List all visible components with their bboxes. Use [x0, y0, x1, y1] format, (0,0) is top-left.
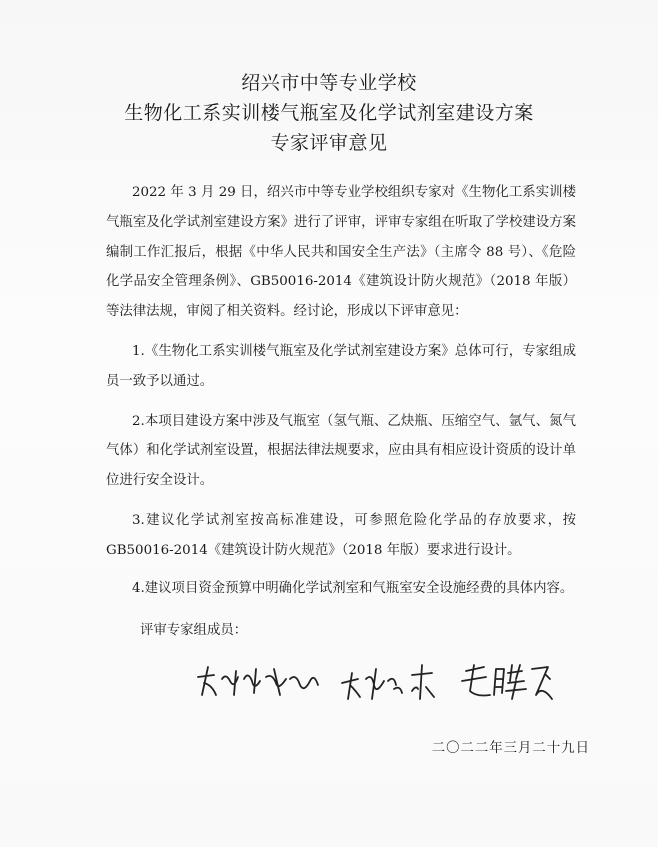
paragraph-opinion-1: 1.《生物化工系实训楼气瓶室及化学试剂室建设方案》总体可行，专家组成员一致予以通过。 — [106, 343, 576, 389]
title-opinion: 专家评审意见 — [270, 132, 388, 154]
members-label: 评审专家组成员： — [140, 623, 248, 638]
document-date: 二〇二二年三月二十九日 — [431, 741, 590, 756]
document-title — [0, 68, 658, 158]
paragraph-opinion-4: 4.建议项目资金预算中明确化学试剂室和气瓶室安全设施经费的具体内容。 — [132, 580, 574, 596]
title-project: 生物化工系实训楼气瓶室及化学试剂室建设方案 — [124, 102, 534, 124]
document-body — [106, 178, 576, 603]
paragraph-intro: 2022 年 3 月 29 日，绍兴市中等专业学校组织专家对《生物化工系实训楼气瓶室及化学试剂室建设方案》进行了评审，评审专家组在听取了学校建设方案编制工作汇报后，根据《中华人民共和国安全生产法》（主席令 88 号）、《危险化学品安全管理条例》、GB50016-2014《建筑设计防火规范》（2018 年版）等法律法规，审阅了相关资料。经讨论，形成以下评审意见： — [106, 185, 576, 320]
paragraph-opinion-2: 2.本项目建设方案中涉及气瓶室（氢气瓶、乙炔瓶、压缩空气、氩气、氮气气体）和化学试剂室设置，根据法律法规要求，应由具有相应设计资质的设计单位进行安全设计。 — [106, 413, 576, 489]
signature-1 — [198, 667, 318, 695]
title-school: 绍兴市中等专业学校 — [241, 72, 417, 94]
signatures — [190, 655, 560, 715]
paragraph-opinion-3: 3.建议化学试剂室按高标准建设，可参照危险化学品的存放要求，按 GB50016-2014《建筑设计防火规范》（2018 年版）要求进行设计。 — [106, 512, 576, 558]
signature-3 — [462, 665, 552, 699]
signature-2 — [342, 665, 434, 699]
